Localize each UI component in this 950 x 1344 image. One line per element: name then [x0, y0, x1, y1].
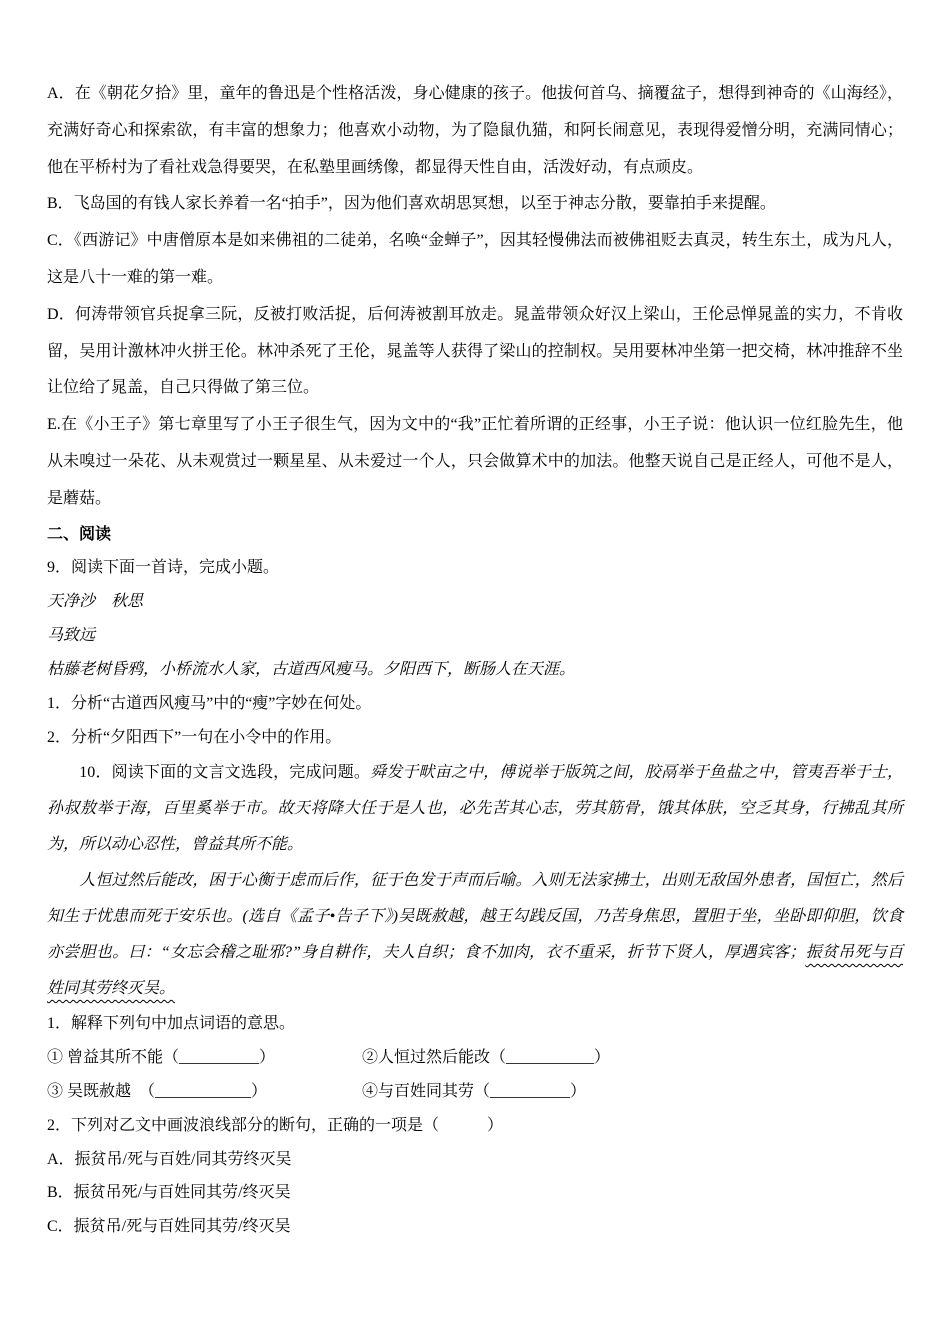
option-d: D．何涛带领官兵捉拿三阮，反被打败活捉，后何涛被割耳放走。晁盖带领众好汉上梁山，王伦忌惮晁盖的实力，不肯收留，吴用计激林冲火拼王伦。林冲杀死了王伦，晁盖等人获得了梁山的控制权。吴用要林冲坐第一把交椅，林冲推辞不坐让位给了晁盖，自己只得做了第三位。	[47, 305, 903, 397]
blank-item-3: ③ 吴既赦越 （____________）	[47, 1082, 268, 1100]
poem-body: 枯藤老树昏鸦，小桥流水人家，古道西风瘦马。夕阳西下，断肠人在天涯。	[47, 661, 576, 679]
q10-option-a: A．振贫吊/死与百姓/同其劳终灭吴	[47, 1150, 292, 1168]
blank-item-2: ②人恒过然后能改（___________）	[362, 1048, 611, 1066]
question-10-sub1: 1．解释下列句中加点词语的意思。	[47, 1014, 296, 1032]
option-a: A．在《朝花夕拾》里，童年的鲁迅是个性格活泼，身心健康的孩子。他拔何首乌、摘覆盆子，想得到神奇的《山海经》，充满好奇心和探索欲，有丰富的想象力；他喜欢小动物，为了隐鼠仇猫，和阿长闹意见，表现得爱憎分明，充满同情心；他在平桥村为了看社戏急得要哭，在私塾里画绣像，都显得天性自由，活泼好动，有点顽皮。	[47, 85, 903, 176]
question-10-paragraph	[47, 755, 903, 863]
passage-yi-paragraph	[47, 863, 903, 1007]
q10-option-c: C．振贫吊/死与百姓同其劳/终灭吴	[47, 1218, 291, 1236]
blank-item-1: ① 曾益其所不能（__________）	[47, 1048, 276, 1066]
option-b: B．飞岛国的有钱人家长养着一名“拍手”，因为他们喜欢胡思冥想，以至于神志分散，要靠拍手来提醒。	[47, 195, 776, 213]
question-10-intro: 10．阅读下面的文言文选段，完成问题。	[47, 763, 371, 781]
q10-option-b: B．振贫吊死/与百姓同其劳/终灭吴	[47, 1184, 291, 1202]
option-e: E.在《小王子》第七章里写了小王子很生气，因为文中的“我”正忙着所谓的正经事，小王子说：他认识一位红脸先生，他从未嗅过一朵花、从未观赏过一颗星星、从未爱过一个人，只会做算术中的加法。他整天说自己是正经人，可他不是人，是蘑菇。	[47, 416, 903, 507]
q10-blanks-row-1	[47, 1041, 903, 1075]
poem-title: 天净沙 秋思	[47, 593, 144, 611]
option-c: C．《西游记》中唐僧原本是如来佛祖的二徒弟，名唤“金蝉子”，因其轻慢佛法而被佛祖贬去真灵，转生东土，成为凡人，这是八十一难的第一难。	[47, 232, 903, 286]
passage-yi: 人恒过然后能改，困于心衡于虑而后作，征于色发于声而后喻。入则无法家拂士，出则无敌国外患者，国恒亡，然后知生于忧患而死于安乐也。(选自《孟子•告子下》)吴既赦越，越王勾践反国，乃苦身焦思，置胆于坐，坐卧即仰胆，饮食亦尝胆也。曰：“女忘会稽之耻邪?”身自耕作，夫人自织；食不加肉，衣不重采，折节下贤人，厚遇宾客；	[47, 871, 903, 961]
blank-item-4: ④与百姓同其劳（__________）	[362, 1082, 587, 1100]
passage-jia: 舜发于畎亩之中，傅说举于版筑之间，胶鬲举于鱼盐之中，管夷吾举于士，孙叔敖举于海，百里奚举于市。故天将降大任于是人也，必先苦其心志，劳其筋骨，饿其体肤，空乏其身，行拂乱其所为，所以动心忍性，曾益其所不能。	[47, 763, 903, 853]
question-9-intro: 9．阅读下面一首诗，完成小题。	[47, 559, 280, 577]
q10-blanks-row-2	[47, 1075, 903, 1109]
section-heading-reading: 二、阅读	[47, 525, 112, 543]
question-10-sub2: 2．下列对乙文中画波浪线部分的断句，正确的一项是（ ）	[47, 1116, 504, 1134]
question-9-sub2: 2．分析“夕阳西下”一句在小令中的作用。	[47, 729, 342, 746]
question-9-sub1: 1．分析“古道西风瘦马”中的“瘦”字妙在何处。	[47, 695, 372, 713]
passage-yi-wavy-underline: 振贫吊死与百姓同其劳终灭吴。	[47, 943, 903, 997]
poem-author: 马致远	[47, 627, 96, 645]
